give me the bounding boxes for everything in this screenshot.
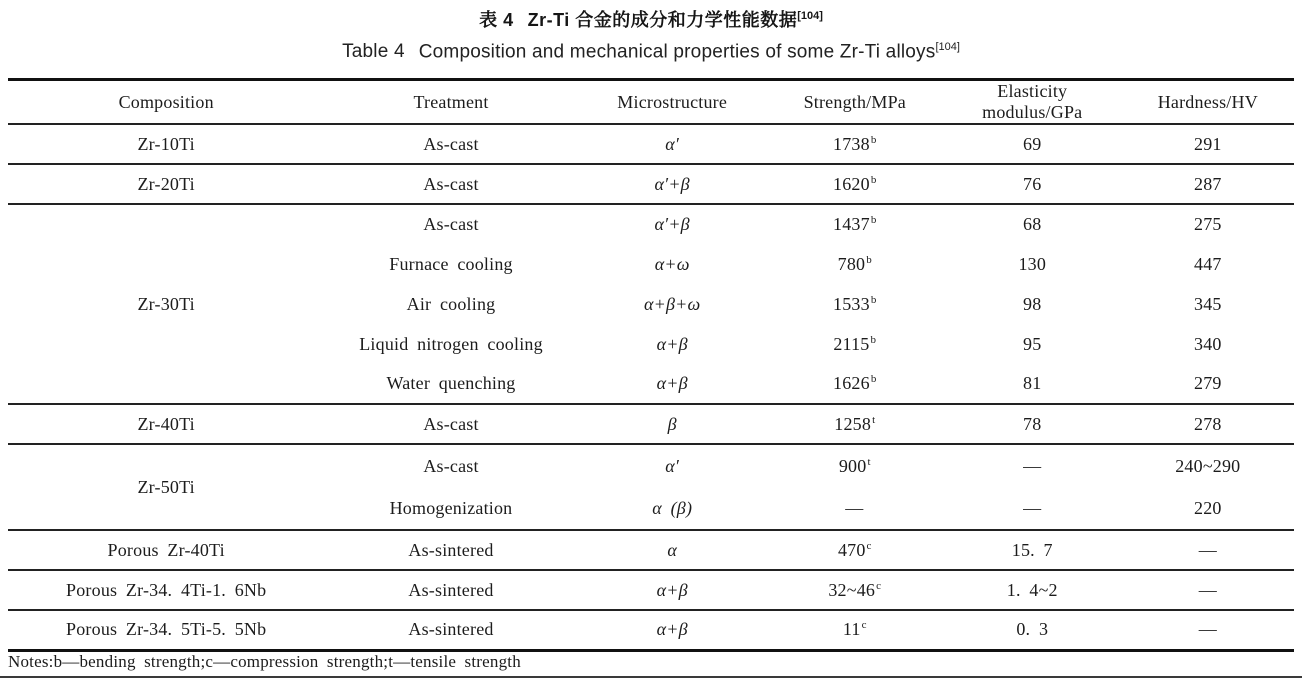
cell-strength [767, 444, 943, 487]
cell-modulus: 0. 3 [943, 610, 1122, 650]
cell-microstructure: α (β) [578, 487, 767, 530]
table-row [8, 404, 1294, 444]
citation-ref-zh: [104] [797, 10, 823, 22]
cell-strength [767, 124, 943, 164]
alloy-properties-table [8, 78, 1294, 652]
cell-hardness: 220 [1122, 487, 1294, 530]
strength-value: 1533 [833, 293, 870, 314]
cell-microstructure: α+β+ω [643, 293, 701, 314]
strength-value: 1620 [833, 173, 870, 194]
cell-composition: Zr-20Ti [8, 164, 324, 204]
cell-microstructure: α+ω [654, 253, 690, 274]
cell-composition: Zr-40Ti [8, 404, 324, 444]
cell-hardness: — [1122, 530, 1294, 570]
cell-treatment: Water quenching [324, 364, 577, 404]
strength-superscript: c [861, 619, 867, 632]
cell-treatment: Air cooling [406, 293, 496, 314]
column-header-strength: Strength/MPa [803, 91, 906, 112]
strength-superscript: c [876, 579, 882, 592]
cell-microstructure: α [578, 530, 767, 570]
strength-value: 470 [837, 539, 866, 560]
cell-strength [767, 570, 943, 610]
cell-hardness: 345 [1194, 293, 1222, 314]
cell-strength [767, 364, 943, 404]
cell-composition-group: Zr-30Ti [8, 204, 324, 404]
cell-microstructure: α+β [578, 570, 767, 610]
table-titles [0, 0, 1302, 63]
cell-modulus: 81 [943, 364, 1122, 404]
strength-superscript: b [870, 333, 877, 346]
strength-value: — [845, 497, 864, 518]
cell-modulus: 68 [1023, 214, 1042, 234]
cell-microstructure: α′ [578, 124, 767, 164]
cell-composition: Porous Zr-40Ti [8, 530, 324, 570]
table-title-zh-text: Zr-Ti 合金的成分和力学性能数据 [527, 10, 798, 30]
table-title-en [0, 41, 1302, 63]
cell-modulus: 130 [1018, 253, 1047, 274]
strength-value: 1738 [833, 133, 870, 154]
cell-modulus: 76 [943, 164, 1122, 204]
cell-modulus: — [1023, 455, 1042, 476]
table-number-zh: 表 4 [479, 10, 514, 30]
strength-value: 32~46 [828, 579, 876, 600]
cell-treatment: As-cast [324, 124, 577, 164]
cell-microstructure: α′ [665, 455, 680, 476]
strength-value: 1626 [833, 373, 870, 393]
cell-hardness: 291 [1122, 124, 1294, 164]
cell-microstructure: α+β [578, 364, 767, 404]
cell-microstructure: β [578, 404, 767, 444]
strength-value: 1258 [834, 413, 872, 434]
cell-modulus: 78 [943, 404, 1122, 444]
cell-strength [767, 610, 943, 650]
cell-hardness: — [1122, 610, 1294, 650]
cell-strength [767, 244, 943, 284]
cell-hardness: 240~290 [1175, 455, 1241, 476]
cell-treatment: As-sintered [324, 570, 577, 610]
cell-strength [767, 404, 943, 444]
strength-value: 1437 [833, 214, 870, 234]
table-row [8, 204, 1294, 244]
cell-treatment: As-cast [324, 164, 577, 204]
cell-treatment: As-cast [324, 404, 577, 444]
strength-superscript: b [866, 253, 872, 266]
cell-treatment: As-sintered [324, 610, 577, 650]
cell-strength [767, 487, 943, 530]
cell-microstructure: α′+β [654, 214, 690, 234]
strength-superscript: b [870, 214, 877, 226]
column-header-composition: Composition [118, 91, 214, 112]
cell-modulus: 98 [1023, 293, 1042, 314]
table-number-en: Table 4 [342, 41, 405, 63]
page-bottom-rule [0, 676, 1302, 678]
table-row [8, 124, 1294, 164]
cell-microstructure: α′+β [578, 164, 767, 204]
strength-value: 11 [842, 619, 861, 640]
cell-treatment: As-sintered [324, 530, 577, 570]
cell-treatment: As-cast [423, 455, 479, 476]
cell-modulus: 15. 7 [943, 530, 1122, 570]
cell-hardness: 278 [1122, 404, 1294, 444]
cell-composition: Zr-10Ti [8, 124, 324, 164]
table-row [8, 164, 1294, 204]
column-header-hardness: Hardness/HV [1157, 91, 1258, 112]
table-row [8, 610, 1294, 650]
cell-hardness: 279 [1122, 364, 1294, 404]
cell-composition: Porous Zr-34. 5Ti-5. 5Nb [8, 610, 324, 650]
cell-modulus: 69 [943, 124, 1122, 164]
cell-treatment: Liquid nitrogen cooling [359, 333, 543, 354]
table-footnotes: Notes:b—bending strength;c—compression strength;t—tensile strength [8, 652, 521, 671]
strength-superscript: b [870, 373, 877, 385]
cell-composition-group: Zr-50Ti [8, 444, 324, 530]
cell-modulus: 95 [1023, 333, 1042, 354]
cell-treatment: As-cast [423, 214, 479, 234]
strength-value: 2115 [833, 333, 870, 354]
strength-superscript: t [872, 413, 876, 426]
strength-superscript: t [867, 455, 871, 468]
strength-superscript: b [870, 133, 877, 146]
strength-superscript: c [866, 539, 872, 552]
cell-hardness: 287 [1122, 164, 1294, 204]
cell-treatment: Homogenization [324, 487, 577, 530]
cell-strength [767, 284, 943, 324]
cell-treatment: Furnace cooling [389, 253, 513, 274]
cell-strength [767, 164, 943, 204]
cell-strength [767, 530, 943, 570]
table-row [8, 530, 1294, 570]
table-row [8, 444, 1294, 487]
header-row [8, 80, 1294, 125]
cell-strength [767, 324, 943, 364]
cell-hardness: — [1122, 570, 1294, 610]
strength-value: 900 [838, 455, 867, 476]
table-row [8, 570, 1294, 610]
cell-hardness: 275 [1194, 214, 1222, 234]
table-title-en-text: Composition and mechanical properties of some Zr-Ti alloys [418, 41, 936, 63]
cell-microstructure: α+β [578, 610, 767, 650]
strength-superscript: b [870, 293, 877, 306]
data-table-container [8, 78, 1294, 652]
strength-value: 780 [837, 253, 866, 274]
cell-hardness: 340 [1194, 333, 1222, 354]
cell-modulus: — [943, 487, 1122, 530]
column-header-modulus: Elasticity modulus/GPa [982, 81, 1083, 122]
cell-composition: Porous Zr-34. 4Ti-1. 6Nb [8, 570, 324, 610]
citation-ref-en: [104] [935, 41, 960, 53]
strength-superscript: b [870, 173, 877, 186]
table-title-zh [0, 6, 1302, 32]
column-header-microstructure: Microstructure [617, 91, 728, 112]
column-header-treatment: Treatment [413, 91, 489, 112]
cell-modulus: 1. 4~2 [943, 570, 1122, 610]
cell-strength [767, 204, 943, 244]
cell-hardness: 447 [1194, 253, 1222, 274]
cell-microstructure: α+β [656, 333, 688, 354]
